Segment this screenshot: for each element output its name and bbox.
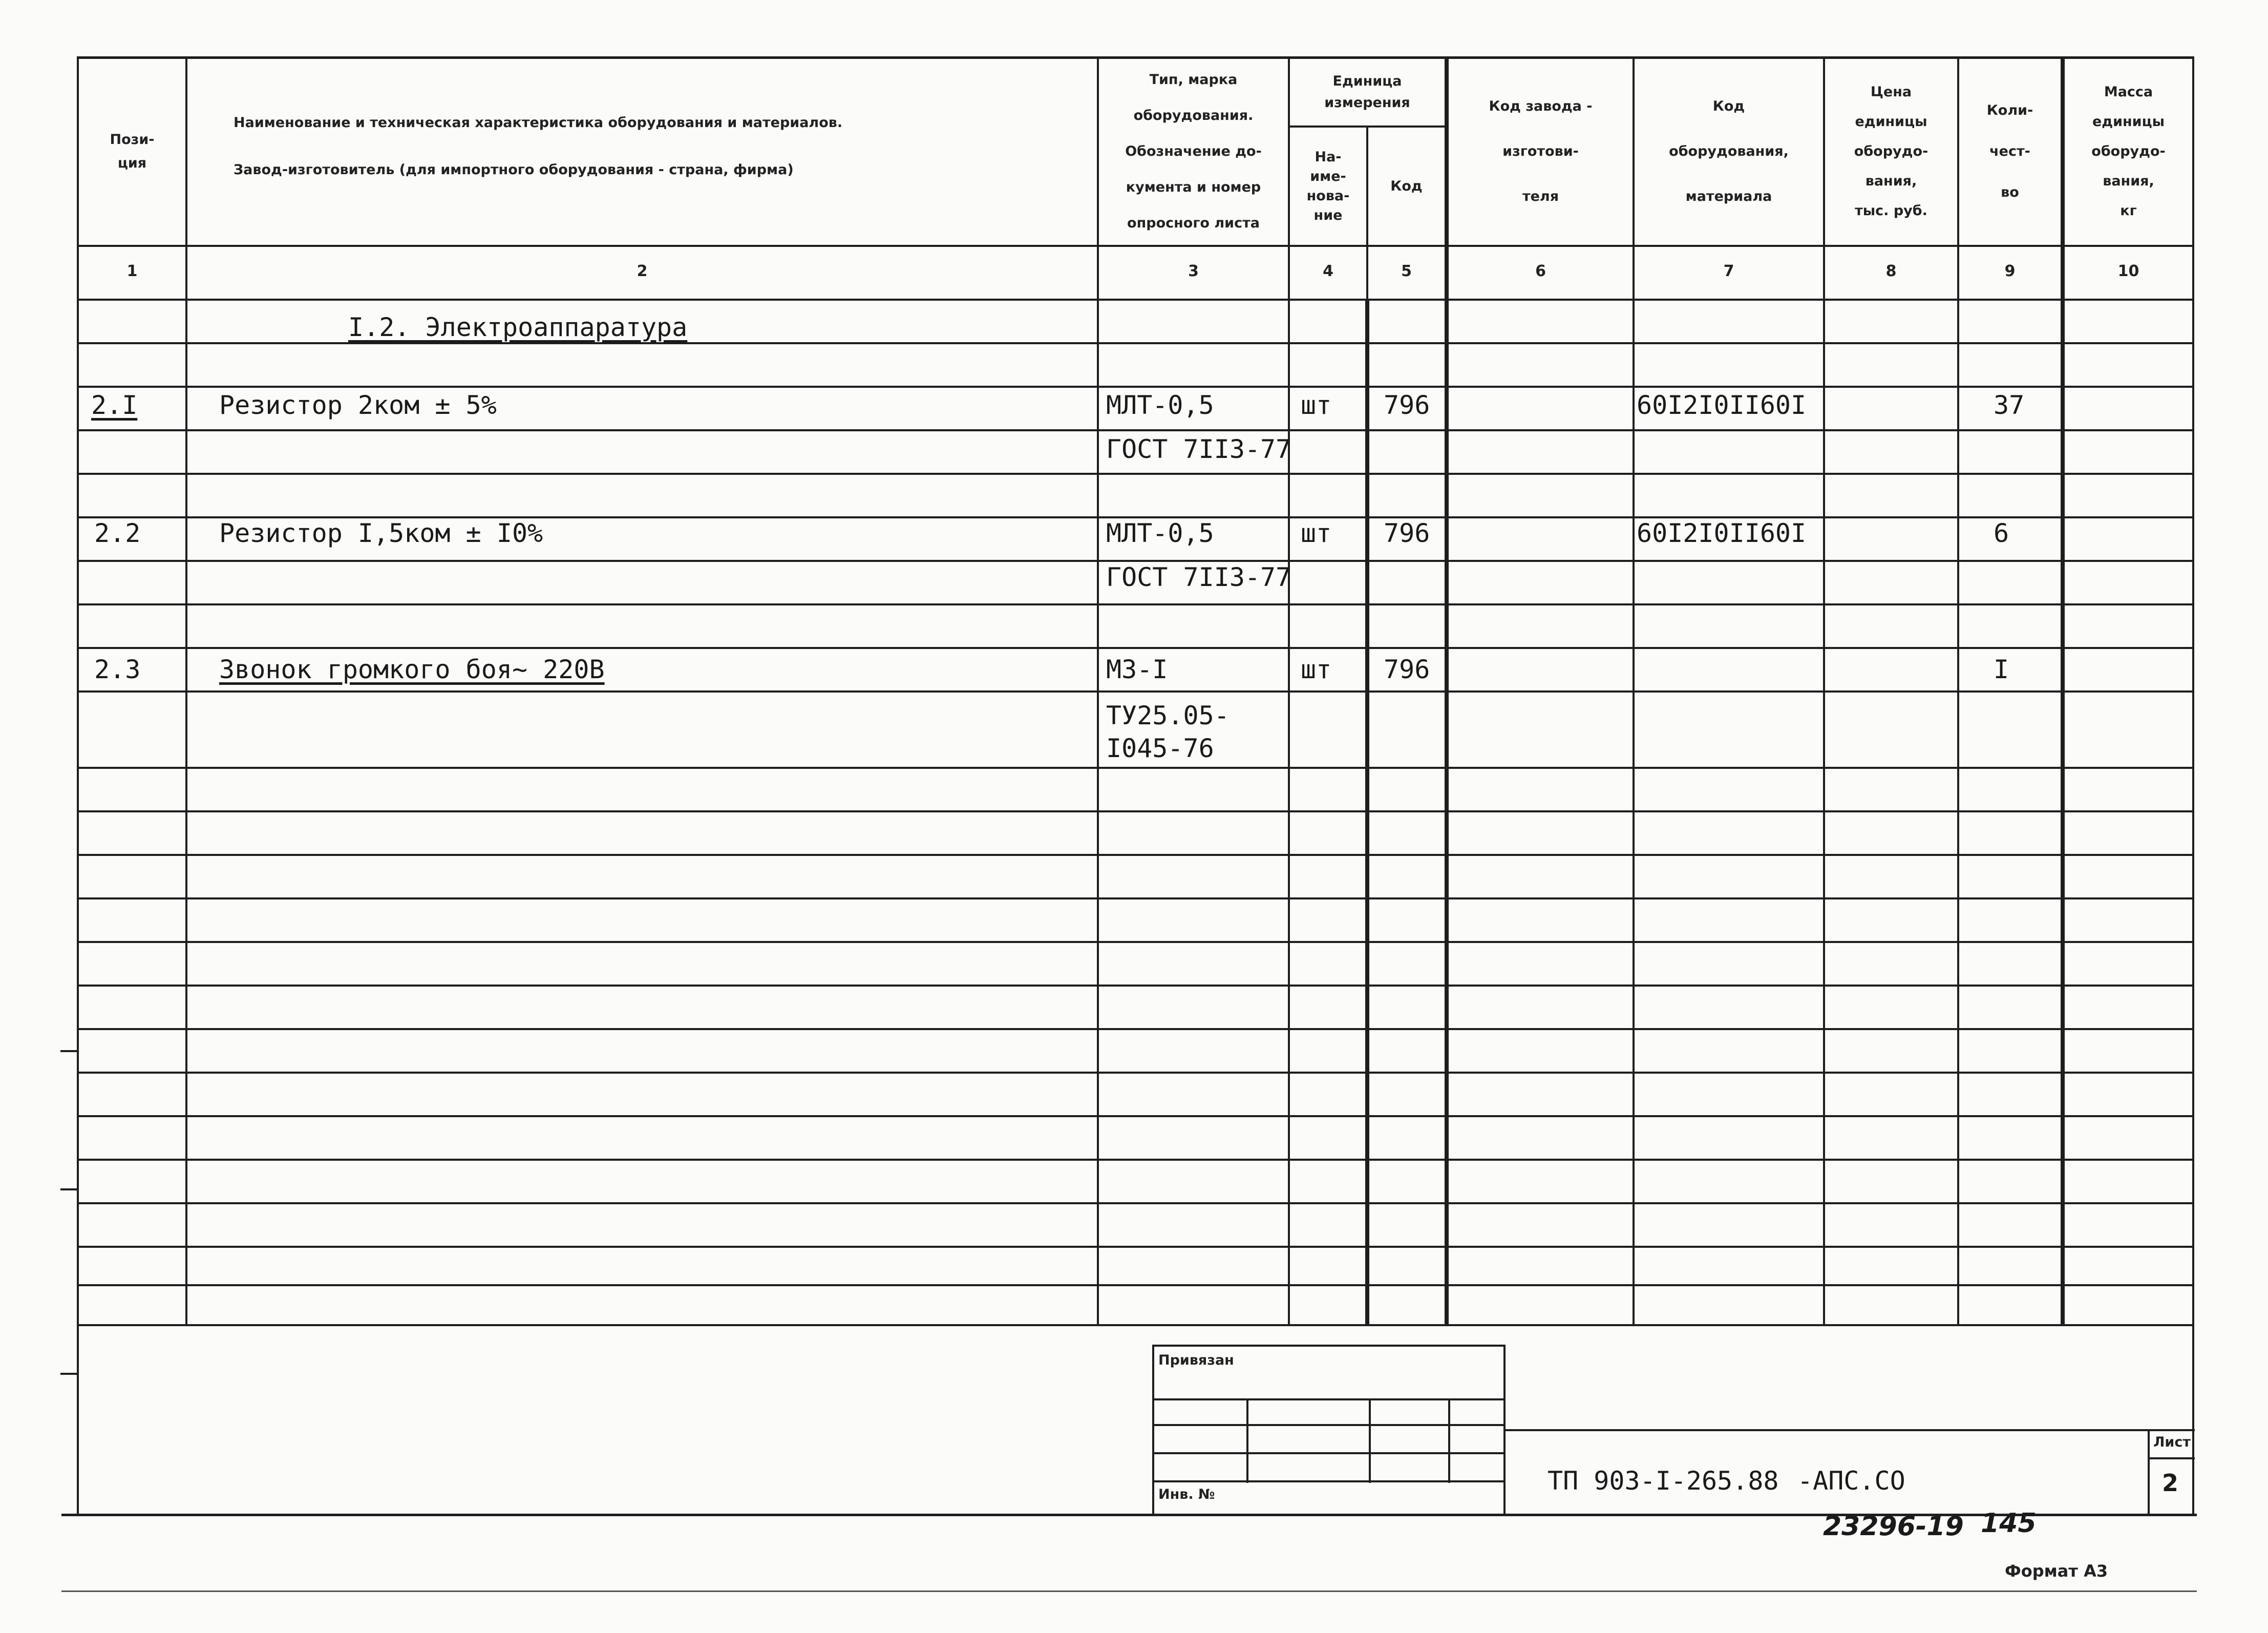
row-type: МЛТ-0,5 — [1106, 518, 1214, 548]
row-line — [77, 941, 2194, 943]
row-name: Резистор 2ком ± 5% — [219, 390, 497, 420]
row-line — [77, 473, 2194, 475]
col-number-4: 4 — [1323, 262, 1333, 280]
sheet-label: Лист — [2153, 1434, 2191, 1450]
stamp-box-line — [1152, 1424, 1506, 1426]
col-number-3: 3 — [1188, 262, 1199, 280]
row-line — [77, 690, 2194, 693]
row-equipment-code: 60I2I0II60I — [1637, 390, 1807, 420]
row-line — [77, 386, 2194, 388]
row-line — [77, 603, 2194, 605]
header-unit-group: Единица измерения — [1324, 73, 1410, 111]
row-line — [77, 1284, 2194, 1286]
row-line — [77, 897, 2194, 899]
row-line — [77, 342, 2194, 344]
side-tick — [60, 1373, 78, 1375]
stamp-box-sep — [1246, 1398, 1248, 1483]
header-plant-code: Код завода - изготови- теля — [1489, 98, 1593, 204]
col-number-7: 7 — [1723, 262, 1734, 280]
archive-number: 23296-19 — [1823, 1511, 1964, 1542]
doc-suffix: -АПС.СО — [1797, 1466, 1905, 1496]
header-unit-name: На- име- нова- ние — [1306, 149, 1350, 223]
stamp-sheet-mid — [2148, 1457, 2195, 1459]
row-line — [77, 1028, 2194, 1030]
row-type: МЛТ-0,5 — [1106, 390, 1214, 420]
sheet-number: 2 — [2162, 1469, 2179, 1497]
stamp-box-sep — [1448, 1398, 1450, 1483]
row-unit: шт — [1301, 655, 1332, 684]
stamp-inv-label: Инв. № — [1158, 1487, 1215, 1502]
row-line — [77, 560, 2194, 562]
stamp-box-line — [1152, 1398, 1506, 1400]
col-number-2: 2 — [637, 262, 648, 280]
header-unit-code: Код — [1390, 178, 1423, 194]
row-line — [77, 1246, 2194, 1248]
row-name: Резистор I,5ком ± I0% — [219, 518, 543, 548]
header-position: Пози- ция — [110, 132, 155, 171]
row-type-doc-cont: I045-76 — [1106, 734, 1214, 763]
table-bottom-border — [77, 1324, 2194, 1326]
header-quantity: Коли- чест- во — [1986, 102, 2033, 200]
col-number-1: 1 — [126, 262, 138, 280]
row-unit-code: 796 — [1384, 655, 1430, 684]
row-type-doc: ГОСТ 7II3-77 — [1106, 562, 1291, 592]
stamp-code-top — [1503, 1429, 2195, 1431]
row-line — [77, 1072, 2194, 1074]
header-equipment-code: Код оборудования, материала — [1669, 98, 1789, 204]
row-line — [77, 985, 2194, 987]
table-right-border — [2192, 56, 2194, 1516]
stamp-box-line — [1152, 1480, 1506, 1482]
archive-page: 145 — [1981, 1508, 2037, 1539]
row-unit-code: 796 — [1384, 390, 1430, 420]
row-quantity: 37 — [1994, 390, 2025, 420]
row-line — [77, 810, 2194, 812]
header-bottom-border — [77, 245, 2194, 247]
row-line — [77, 1115, 2194, 1117]
row-unit-code: 796 — [1384, 518, 1430, 548]
stamp-box-top — [1152, 1345, 1506, 1347]
row-type-doc: ГОСТ 7II3-77 — [1106, 434, 1291, 464]
row-line — [77, 647, 2194, 649]
row-position: 2.3 — [94, 655, 141, 684]
row-unit: шт — [1301, 518, 1332, 548]
numbers-bottom-border — [77, 299, 2194, 301]
row-unit: шт — [1301, 390, 1332, 420]
header-type: Тип, марка оборудования. Обозначение до- кумента и номер опросного листа — [1125, 72, 1262, 231]
stamp-box-line — [1152, 1452, 1506, 1454]
col-number-9: 9 — [2004, 262, 2016, 280]
row-type: МЗ-I — [1106, 655, 1168, 684]
header-mass: Масса единицы оборудо- вания, кг — [2091, 84, 2166, 219]
format-label: Формат А3 — [2005, 1561, 2108, 1581]
row-line — [77, 1202, 2194, 1204]
side-tick — [60, 1050, 78, 1052]
row-quantity: 6 — [1994, 518, 2009, 548]
header-name: Наименование и техническая характеристика оборудования и материалов. Завод-изготовитель (для импортного оборудования - страна, фирма) — [234, 115, 843, 178]
side-tick — [60, 1188, 78, 1190]
header-price: Цена единицы оборудо- вания, тыс. руб. — [1854, 84, 1928, 219]
row-position: 2.2 — [94, 518, 141, 548]
section-title: I.2. Электроаппаратура — [348, 312, 688, 342]
row-line — [77, 767, 2194, 769]
page-bottom-line — [61, 1590, 2197, 1592]
col-number-8: 8 — [1885, 262, 1897, 280]
row-name: Звонок громкого боя∼ 220В — [219, 655, 605, 684]
row-quantity: I — [1994, 655, 2009, 684]
stamp-box-left — [1152, 1345, 1154, 1516]
row-position: 2.I — [91, 390, 138, 420]
stamp-box-sep — [1369, 1398, 1371, 1483]
row-line — [77, 429, 2194, 431]
row-line — [77, 1159, 2194, 1161]
row-equipment-code: 60I2I0II60I — [1637, 518, 1807, 548]
stamp-privyazan-label: Привязан — [1158, 1352, 1234, 1368]
row-line — [77, 854, 2194, 856]
col-number-6: 6 — [1535, 262, 1546, 280]
stamp-sheet-left — [2148, 1429, 2150, 1516]
doc-code: ТП 903-I-265.88 — [1548, 1466, 1779, 1496]
col-number-10: 10 — [2117, 262, 2139, 280]
col-number-5: 5 — [1401, 262, 1412, 280]
row-type-doc: ТУ25.05- — [1106, 701, 1230, 730]
